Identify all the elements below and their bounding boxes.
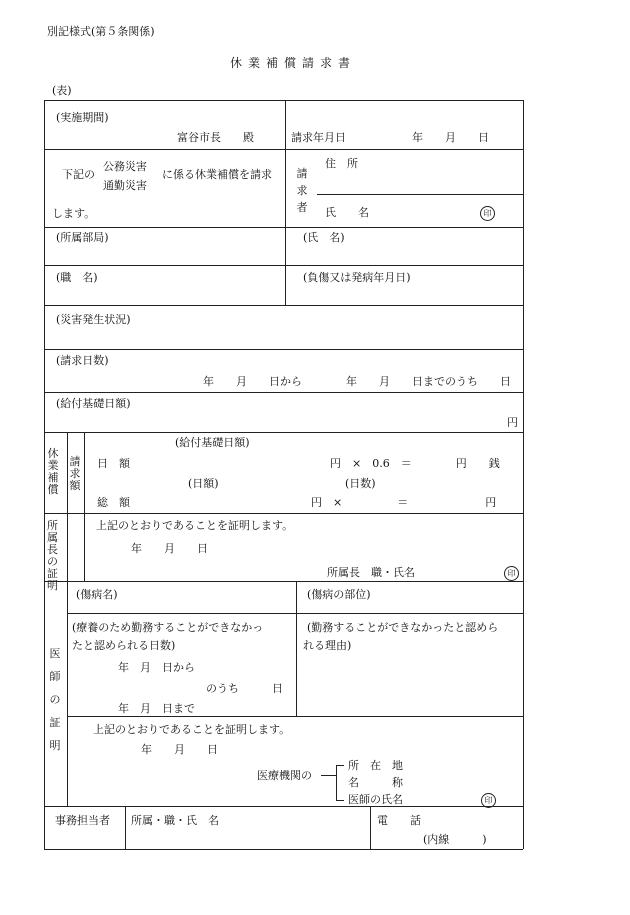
daily-sub-label: (日額) [188,477,219,490]
doctor-cert-label: 医 師 の 証 明 [49,647,61,752]
chief-label-left: 所 属 長 の 証 明 [47,519,58,592]
chief-signer: 所属長 職・氏名 [327,566,415,579]
name-label: 氏 名 [325,206,369,219]
injury-date-label: (負傷又は発病年月日) [303,271,411,284]
option-koumu: 公務災害 [103,160,147,173]
reason-label-1: (勤務することができなかったと認めら [307,621,499,634]
option-tsukin: 通勤災害 [103,179,147,192]
chief-cert-date: 年 月 日 [131,542,208,555]
daily-amount-label: 日 額 [97,457,130,470]
doctor-cert-date: 年 月 日 [141,743,218,756]
person-name-label: (氏 名) [303,231,345,244]
seal-icon: 印 [504,566,519,581]
lead-text: 下記の [62,168,95,181]
period-label: (実施期間) [56,111,109,124]
disaster-label: (災害発生状況) [56,313,131,326]
institution-name: 名 称 [348,776,403,789]
claim-text: に係る休業補償を請求 [162,168,272,181]
address-label: 住 所 [325,157,358,170]
disease-part-label: (傷病の部位) [307,588,371,601]
rest-to: 年 月 日まで [118,702,195,715]
base-amount-label: (給付基礎日額) [56,397,131,410]
form-note: 別記様式(第５条関係) [47,25,155,38]
rest-from: 年 月 日から [118,661,195,674]
reason-label-2: れる理由) [303,639,352,652]
seal-icon: 印 [481,793,496,808]
side-label: (表) [52,84,72,97]
days-line: 年 月 日から 年 月 日までのうち 日 [203,375,511,388]
institution-label: 医療機関の [257,769,312,782]
daily-base-sub: (給付基礎日額) [175,436,250,449]
doctor-cert-text: 上記のとおりであることを証明します。 [93,723,291,736]
total-calc: 円 × ＝ 円 [311,496,497,509]
disease-name-label: (傷病名) [76,588,118,601]
total-label: 総 額 [97,496,130,509]
base-amount-yen: 円 [507,416,518,429]
chief-cert-text: 上記のとおりであることを証明します。 [96,519,294,532]
rest-days-label-2: たと認められる日数) [72,639,176,652]
phone-label: 電 話 [377,814,421,827]
dept-label: (所属部局) [56,231,109,244]
addressee: 富谷市長 殿 [177,131,254,144]
requester-label: 請 求 者 [296,167,308,214]
kyugyo-hosho-label: 休 業 補 償 [47,447,59,496]
post-label: (職 名) [56,271,98,284]
doctor-name: 医師の氏名 [348,793,403,806]
days-label: (請求日数) [56,354,109,367]
request-date: 請求年月日 年 月 日 [291,131,489,144]
daily-calc: 円 × 0.6 ＝ 円 銭 [330,457,500,470]
extension-label: (内線 ) [423,833,487,846]
claim-amount-label: 請 求 額 [69,455,81,492]
seal-icon: 印 [480,206,495,221]
officer-affiliation: 所属・職・氏 名 [131,814,219,827]
days-sub-label: (日数) [345,477,376,490]
page-title: 休業補償請求書 [230,56,357,70]
institution-address: 所 在 地 [348,759,403,772]
rest-days-label-1: (療養のため勤務することができなかっ [72,621,264,634]
claim-text-end: します。 [52,207,96,220]
officer-label: 事務担当者 [55,814,110,827]
rest-within: のうち 日 [206,682,283,695]
